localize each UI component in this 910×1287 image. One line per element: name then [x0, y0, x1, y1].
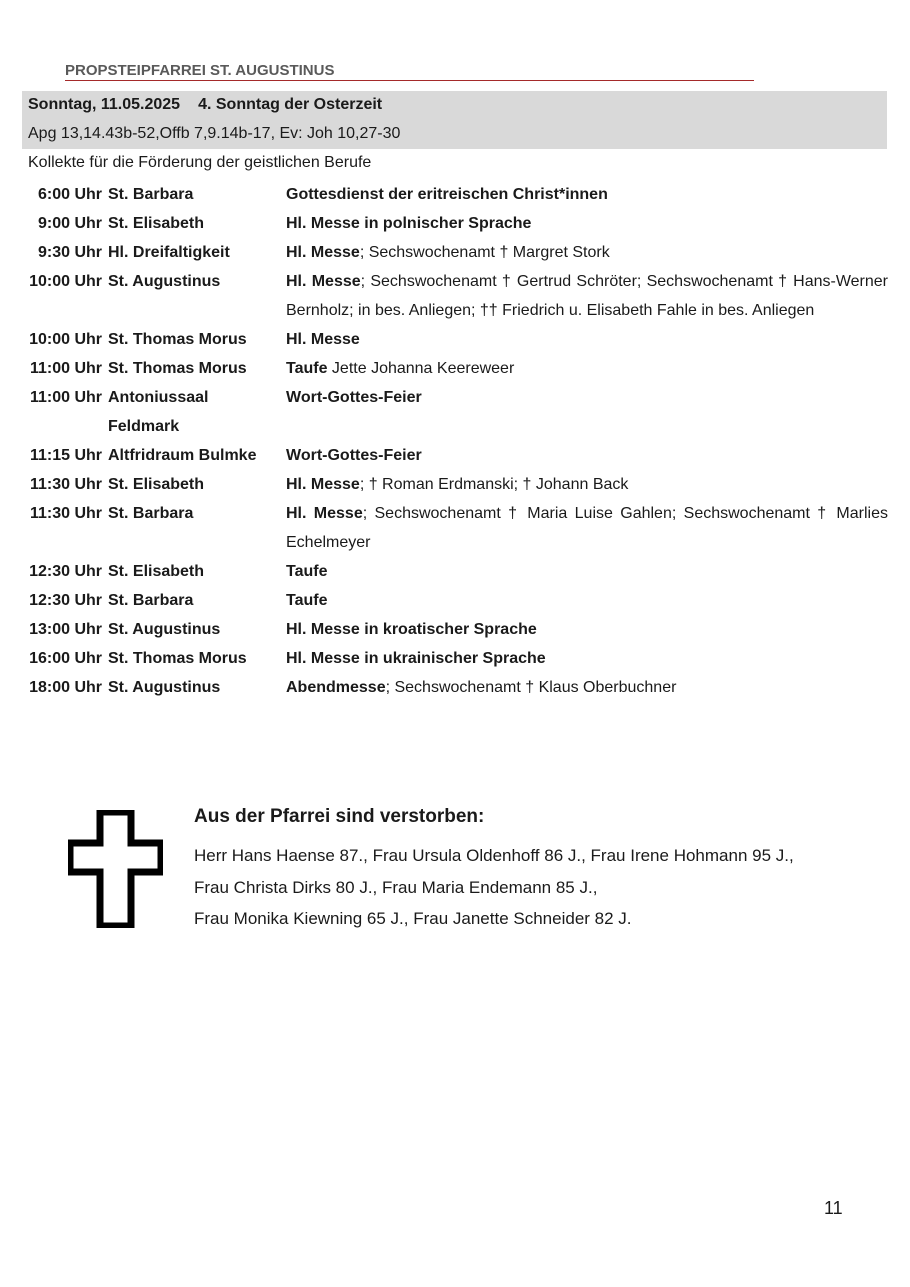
service-description	[286, 383, 888, 412]
service-time: 12:30 Uhr	[29, 592, 102, 609]
schedule-row	[22, 180, 888, 209]
schedule-row	[22, 586, 888, 615]
service-church: St. Barbara	[108, 592, 194, 609]
schedule-row	[22, 325, 888, 354]
service-time: 11:30 Uhr	[29, 505, 102, 522]
service-church: St. Augustinus	[108, 273, 221, 290]
service-intentions: ; Sechswochenamt † Klaus Oberbuchner	[385, 679, 677, 696]
schedule-row	[22, 615, 888, 644]
service-church: Altfridraum Bulmke	[108, 447, 257, 464]
deceased-line: Herr Hans Haense 87., Frau Ursula Oldenhoff 86 J., Frau Irene Hohmann 95 J.,	[194, 846, 794, 865]
service-title: Hl. Messe	[286, 476, 360, 493]
service-church: St. Thomas Morus	[108, 360, 247, 377]
service-title: Taufe	[286, 592, 328, 609]
deceased-line: Frau Monika Kiewning 65 J., Frau Janette Schneider 82 J.	[194, 909, 632, 928]
service-description	[286, 238, 888, 267]
service-church: Hl. Dreifaltigkeit	[108, 244, 230, 261]
service-description	[286, 209, 888, 238]
day-date: Sonntag, 11.05.2025	[28, 96, 181, 113]
service-title: Hl. Messe in ukrainischer Sprache	[286, 650, 546, 667]
day-readings: Apg 13,14.43b-52,Offb 7,9.14b-17, Ev: Joh 10,27-30	[28, 125, 401, 142]
schedule-row	[22, 267, 888, 325]
service-title: Taufe	[286, 360, 328, 377]
service-time: 18:00 Uhr	[29, 679, 102, 696]
service-description	[286, 557, 888, 586]
schedule-row	[22, 470, 888, 499]
service-title: Hl. Messe in polnischer Sprache	[286, 215, 532, 232]
service-church: St. Elisabeth	[108, 215, 205, 232]
service-time: 9:30 Uhr	[37, 244, 102, 261]
service-description	[286, 325, 888, 354]
service-church: St. Barbara	[108, 186, 194, 203]
service-description	[286, 673, 888, 702]
service-time: 11:00 Uhr	[29, 389, 102, 406]
service-title: Wort-Gottes-Feier	[286, 447, 422, 464]
service-church: St. Elisabeth	[108, 563, 205, 580]
service-title: Taufe	[286, 563, 328, 580]
deceased-list	[194, 840, 884, 935]
schedule-row	[22, 238, 888, 267]
service-title: Wort-Gottes-Feier	[286, 389, 422, 406]
service-description	[286, 267, 888, 325]
deceased-heading: Aus der Pfarrei sind verstorben:	[194, 806, 485, 827]
service-church: St. Augustinus	[108, 679, 221, 696]
service-description	[286, 644, 888, 673]
service-intentions: ; † Roman Erdmanski; † Johann Back	[359, 476, 629, 493]
service-title: Gottesdienst der eritreischen Christ*innen	[286, 186, 608, 203]
service-intentions: ; Sechswochenamt † Margret Stork	[359, 244, 610, 261]
service-description	[286, 470, 888, 499]
service-schedule	[22, 180, 888, 702]
schedule-row	[22, 673, 888, 702]
day-feast: 4. Sonntag der Osterzeit	[198, 96, 383, 113]
latin-cross-icon	[68, 810, 163, 928]
service-time: 9:00 Uhr	[37, 215, 102, 232]
service-intentions: Jette Johanna Keereweer	[327, 360, 515, 377]
kollekte-note: Kollekte für die Förderung der geistlichen Berufe	[28, 154, 372, 171]
service-time: 11:15 Uhr	[29, 447, 102, 464]
service-description	[286, 180, 888, 209]
service-intentions: ; Sechswochenamt † Maria Luise Gahlen; Sechswochenamt † Marlies Echelmeyer	[286, 505, 888, 551]
service-title: Hl. Messe	[286, 331, 360, 348]
service-time: 10:00 Uhr	[29, 273, 102, 290]
service-title: Abendmesse	[286, 679, 386, 696]
service-church: Antoniussaal Feldmark	[108, 389, 209, 435]
day-heading	[28, 96, 382, 114]
schedule-row	[22, 209, 888, 238]
header-divider	[65, 80, 754, 81]
schedule-row	[22, 441, 888, 470]
service-description	[286, 354, 888, 383]
service-description	[286, 586, 888, 615]
service-title: Hl. Messe	[286, 244, 360, 261]
schedule-row	[22, 383, 888, 441]
schedule-row	[22, 499, 888, 557]
schedule-row	[22, 354, 888, 383]
service-title: Hl. Messe	[286, 273, 361, 290]
service-description	[286, 615, 888, 644]
service-church: St. Barbara	[108, 505, 194, 522]
service-description	[286, 441, 888, 470]
service-church: St. Augustinus	[108, 621, 221, 638]
service-intentions: ; Sechswochenamt † Gertrud Schröter; Sechswochenamt † Hans-Werner Bernholz; in bes. Anliegen; †† Friedrich u. Elisabeth Fahle in bes. Anliegen	[286, 273, 889, 319]
parish-header-title: PROPSTEIPFARREI ST. AUGUSTINUS	[65, 62, 335, 79]
page-number: 11	[824, 1198, 843, 1218]
service-time: 16:00 Uhr	[29, 650, 102, 667]
service-church: St. Thomas Morus	[108, 331, 247, 348]
service-title: Hl. Messe in kroatischer Sprache	[286, 621, 537, 638]
service-time: 13:00 Uhr	[29, 621, 102, 638]
service-church: St. Elisabeth	[108, 476, 205, 493]
service-time: 11:00 Uhr	[29, 360, 102, 377]
service-time: 11:30 Uhr	[29, 476, 102, 493]
schedule-row	[22, 557, 888, 586]
schedule-row	[22, 644, 888, 673]
service-description	[286, 499, 888, 557]
deceased-line: Frau Christa Dirks 80 J., Frau Maria Endemann 85 J.,	[194, 877, 598, 897]
service-time: 6:00 Uhr	[37, 186, 102, 203]
service-time: 12:30 Uhr	[29, 563, 102, 580]
service-church: St. Thomas Morus	[108, 650, 247, 667]
service-time: 10:00 Uhr	[29, 331, 102, 348]
service-title: Hl. Messe	[286, 505, 363, 522]
